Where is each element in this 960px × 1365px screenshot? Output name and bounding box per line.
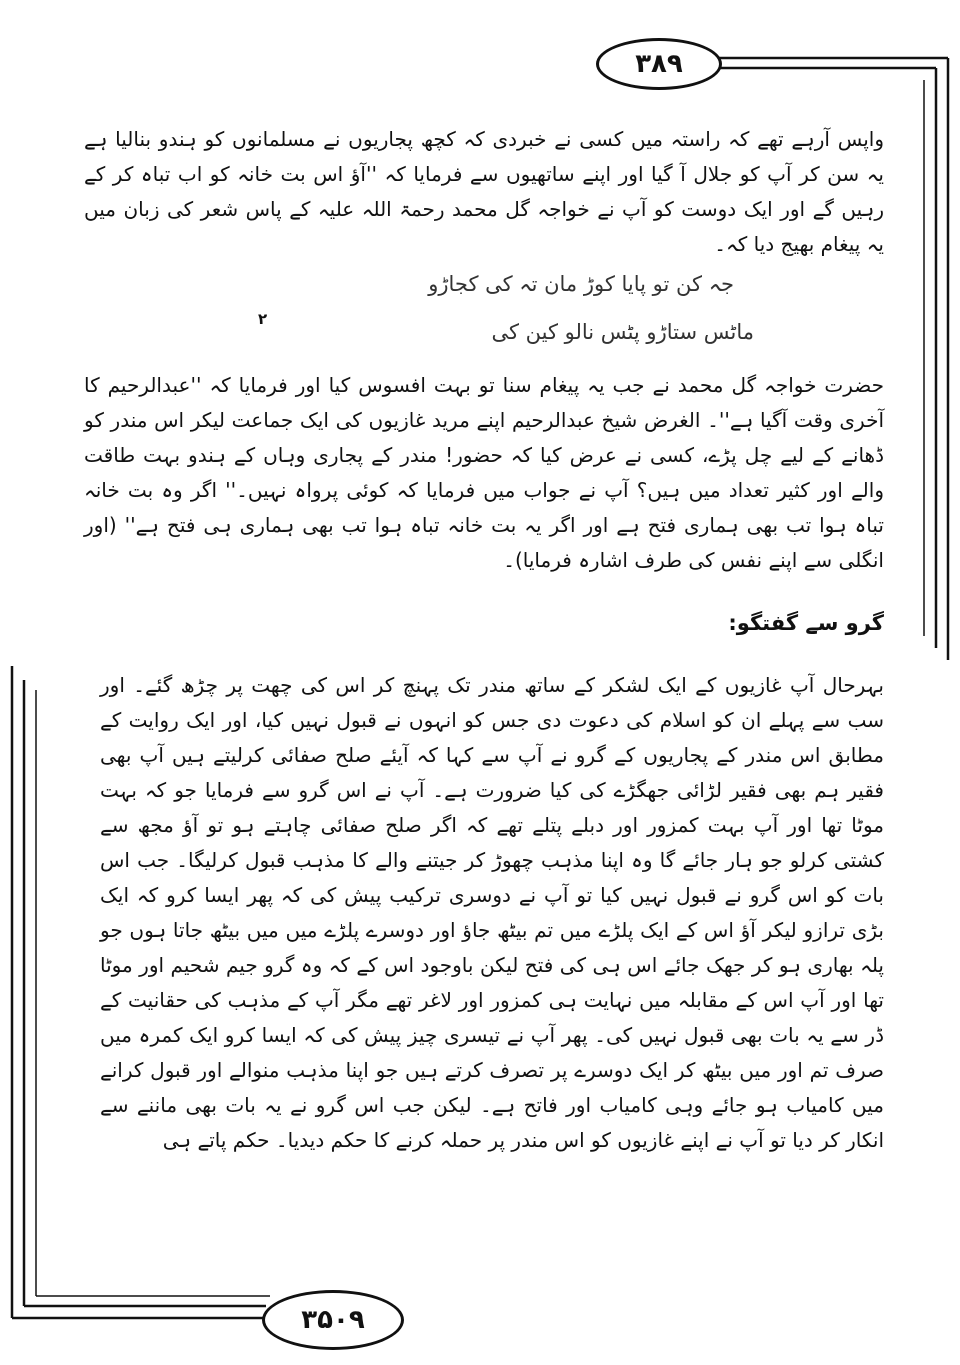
verse-line-1: جہ کن تو پایا کوڑ مان تہ کی کجاڑو (428, 272, 734, 296)
paragraph-2 (84, 368, 884, 578)
verse-line-2: ماٹس ستاڑو پٹس نالو کین کی (491, 320, 754, 344)
paragraph-2-text: حضرت خواجہ گل محمد نے جب یہ پیغام سنا تو بہت افسوس کیا اور فرمایا کہ ''عبدالرحیم کا آخری وقت آگیا ہے''۔ الغرض شیخ عبدالرحیم اپنے مرید غازیوں کی ایک جماعت لیکر اس مندر کو ڈھانے کے لیے چل پڑے، کسی نے عرض کیا کہ حضور! مندر کے پجاری وہاں کے ہندو بہت طاقت والے اور کثیر تعداد میں ہیں؟ آپ نے جواب میں فرمایا کہ کوئی پرواہ نہیں۔'' اگر وہ بت خانہ تباہ ہوا تب بھی ہماری فتح ہے اور اگر یہ بت خانہ تباہ ہوا تب بھی ہماری ہی فتح ہے'' (اور انگلی سے اپنے نفس کی طرف اشارہ فرمایا)۔ (84, 373, 884, 572)
footnote-marker: ۲ (258, 310, 268, 328)
paragraph-3 (100, 668, 884, 1158)
page-number-top (596, 38, 722, 90)
paragraph-3-text: بہرحال آپ غازیوں کے ایک لشکر کے ساتھ مندر تک پہنچ کر اس کی چھت پر چڑھ گئے۔ اور سب سے پہلے ان کو اسلام کی دعوت دی جس کو انہوں نے قبول نہیں کیا، اور ایک روایت کے مطابق اس مندر کے پجاریوں کے گرو نے آپ سے کہا کہ آیئے صلح صفائی کرلیتے ہیں آپ بھی فقیر ہم بھی فقیر لڑائی جھگڑے کی کیا ضرورت ہے۔ آپ نے اس گرو سے فرمایا جو کہ بہت موٹا تھا اور آپ بہت کمزور اور دبلے پتلے تھے کہ اگر صلح صفائی چاہتے ہو تو آؤ مجھ سے کشتی کرلو جو ہار جائے گا وہ اپنا مذہب چھوڑ کر جیتنے والے کا مذہب قبول کرلیگا۔ جب اس بات کو اس گرو نے قبول نہیں کیا تو آپ نے دوسری ترکیب پیش کی کہ پھر ایسا کرو کہ ایک بڑی ترازو لیکر آؤ اس کے ایک پلڑے میں تم بیٹھ جاؤ اور دوسرے پلڑے میں میں بیٹھ جاتا ہوں جو پلہ بھاری ہو کر جھک جائے اس ہی کی فتح لیکن باوجود اس کے کہ وہ گرو جیم شحیم اور موٹا تھا اور آپ اس کے مقابلہ میں نہایت ہی کمزور اور لاغر تھے مگر آپ کے مذہب کی حقانیت کے ڈر سے یہ بات بھی قبول نہیں کی۔ پھر آپ نے تیسری چیز پیش کی کہ ایسا کرو ایک کمرہ میں صرف تم اور میں بیٹھ کر ایک دوسرے پر تصرف کرتے ہیں جو اپنا مذہب منوالے اور قبول کرانے میں کامیاب ہو جائے وہی کامیاب اور فاتح ہے۔ لیکن جب اس گرو نے یہ بات بھی ماننے سے انکار کر دیا تو آپ نے اپنے غازیوں کو اس مندر پر حملہ کرنے کا حکم دیدیا۔ حکم پاتے ہی (100, 673, 884, 1152)
paragraph-1-text: واپس آرہے تھے کہ راستہ میں کسی نے خبردی کہ کچھ پجاریوں نے مسلمانوں کو ہندو بنالیا ہے یہ سن کر آپ کو جلال آ گیا اور اپنے ساتھیوں سے فرمایا کہ ''آؤ اس بت خانہ کو اب تباہ کر کے رہیں گے اور ایک دوست کو آپ نے خواجہ گل محمد رحمۃ اللہ علیہ کے پاس شعر کی زبان میں یہ پیغام بھیج دیا کہ۔ (84, 127, 884, 256)
paragraph-1 (84, 122, 884, 262)
page-number-top-text: ۳۸۹ (635, 49, 683, 79)
section-heading: گرو سے گفتگو: (728, 611, 884, 635)
page-number-bottom-text: ۳۵۰۹ (301, 1305, 365, 1335)
page-number-bottom (262, 1290, 404, 1350)
